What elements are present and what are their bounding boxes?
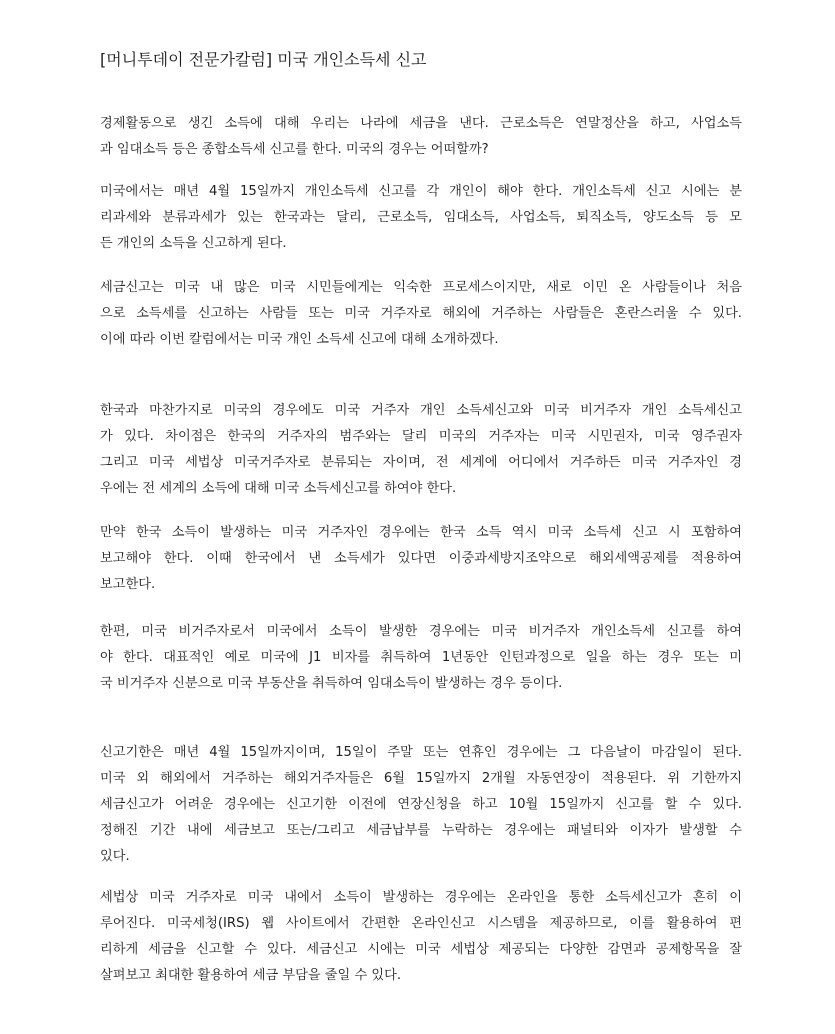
- paragraph-line: 보고한다.: [100, 577, 156, 592]
- paragraph-line: 세금신고가 어려운 경우에는 신고기한 이전에 연장신청을 하고 10월 15일까지 신고를 할 수 있다.: [100, 797, 742, 812]
- paragraph-line: 미국 외 해외에서 거주하는 해외거주자들은 6월 15일까지 2개월 자동연장이 적용된다. 위 기한까지: [100, 771, 742, 786]
- paragraph-8: [100, 885, 742, 989]
- paragraph-line: 세법상 미국 거주자로 미국 내에서 소득이 발생하는 경우에는 온라인을 통한 소득세신고가 흔히 이: [100, 890, 742, 905]
- paragraph-6: [100, 619, 742, 697]
- paragraph-line: 살펴보고 최대한 활용하여 세금 부담을 줄일 수 있다.: [100, 968, 402, 983]
- paragraph-line: 리하게 세금을 신고할 수 있다. 세금신고 시에는 미국 세법상 제공되는 다양한 감면과 공제항목을 잘: [100, 942, 742, 957]
- paragraph-line: 있다.: [100, 849, 130, 864]
- paragraph-line: 경제활동으로 생긴 소득에 대해 우리는 나라에 세금을 낸다. 근로소득은 연말정산을 하고, 사업소득: [100, 116, 742, 131]
- paragraph-1: [100, 111, 742, 163]
- paragraph-line: 만약 한국 소득이 발생하는 미국 거주자인 경우에는 한국 소득 역시 미국 소득세 신고 시 포함하여: [100, 525, 742, 540]
- paragraph-3: [100, 275, 742, 353]
- paragraph-line: 한편, 미국 비거주자로서 미국에서 소득이 발생한 경우에는 미국 비거주자 개인소득세 신고를 하여: [100, 624, 742, 639]
- paragraph-line: 가 있다. 차이점은 한국의 거주자의 범주와는 달리 미국의 거주자는 미국 시민권자, 미국 영주권자: [100, 429, 742, 444]
- paragraph-line: 이에 따라 이번 칼럼에서는 미국 개인 소득세 신고에 대해 소개하겠다.: [100, 332, 499, 347]
- paragraph-line: 리과세와 분류과세가 있는 한국과는 달리, 근로소득, 임대소득, 사업소득, 퇴직소득, 양도소득 등 모: [100, 210, 742, 225]
- paragraph-2: [100, 179, 742, 257]
- paragraph-line: 국 비거주자 신분으로 미국 부동산을 취득하여 임대소득이 발생하는 경우 등이다.: [100, 676, 563, 691]
- paragraph-line: 든 개인의 소득을 신고하게 된다.: [100, 236, 287, 251]
- paragraph-line: 정해진 기간 내에 세금보고 또는/그리고 세금납부를 누락하는 경우에는 패널티와 이자가 발생할 수: [100, 823, 742, 838]
- paragraph-line: 우에는 전 세계의 소득에 대해 미국 소득세신고를 하여야 한다.: [100, 481, 457, 496]
- paragraph-line: 한국과 마찬가지로 미국의 경우에도 미국 거주자 개인 소득세신고와 미국 비거주자 개인 소득세신고: [100, 403, 742, 418]
- article-title: [머니투데이 전문가칼럼] 미국 개인소득세 신고: [100, 50, 427, 69]
- paragraph-7: [100, 740, 742, 870]
- paragraph-line: 야 한다. 대표적인 예로 미국에 J1 비자를 취득하여 1년동안 인턴과정으로 일을 하는 경우 또는 미: [100, 650, 742, 665]
- paragraph-line: 보고해야 한다. 이때 한국에서 낸 소득세가 있다면 이중과세방지조약으로 해외세액공제를 적용하여: [100, 551, 742, 566]
- paragraph-line: 미국에서는 매년 4월 15일까지 개인소득세 신고를 각 개인이 해야 한다. 개인소득세 신고 시에는 분: [100, 184, 742, 199]
- paragraph-line: 루어진다. 미국세청(IRS) 웹 사이트에서 간편한 온라인신고 시스템을 제공하므로, 이를 활용하여 편: [100, 916, 742, 931]
- paragraph-line: 그리고 미국 세법상 미국거주자로 분류되는 자이며, 전 세계에 어디에서 거주하든 미국 거주자인 경: [100, 455, 742, 470]
- paragraph-line: 세금신고는 미국 내 많은 미국 시민들에게는 익숙한 프로세스이지만, 새로 이민 온 사람들이나 처음: [100, 280, 742, 295]
- paragraph-5: [100, 520, 742, 598]
- paragraph-line: 과 임대소득 등은 종합소득세 신고를 한다. 미국의 경우는 어떠할까?: [100, 142, 489, 157]
- paragraph-line: 으로 소득세를 신고하는 사람들 또는 미국 거주자로 해외에 거주하는 사람들은 혼란스러울 수 있다.: [100, 306, 742, 321]
- paragraph-4: [100, 398, 742, 502]
- paragraph-line: 신고기한은 매년 4월 15일까지이며, 15일이 주말 또는 연휴인 경우에는 그 다음날이 마감일이 된다.: [100, 745, 742, 760]
